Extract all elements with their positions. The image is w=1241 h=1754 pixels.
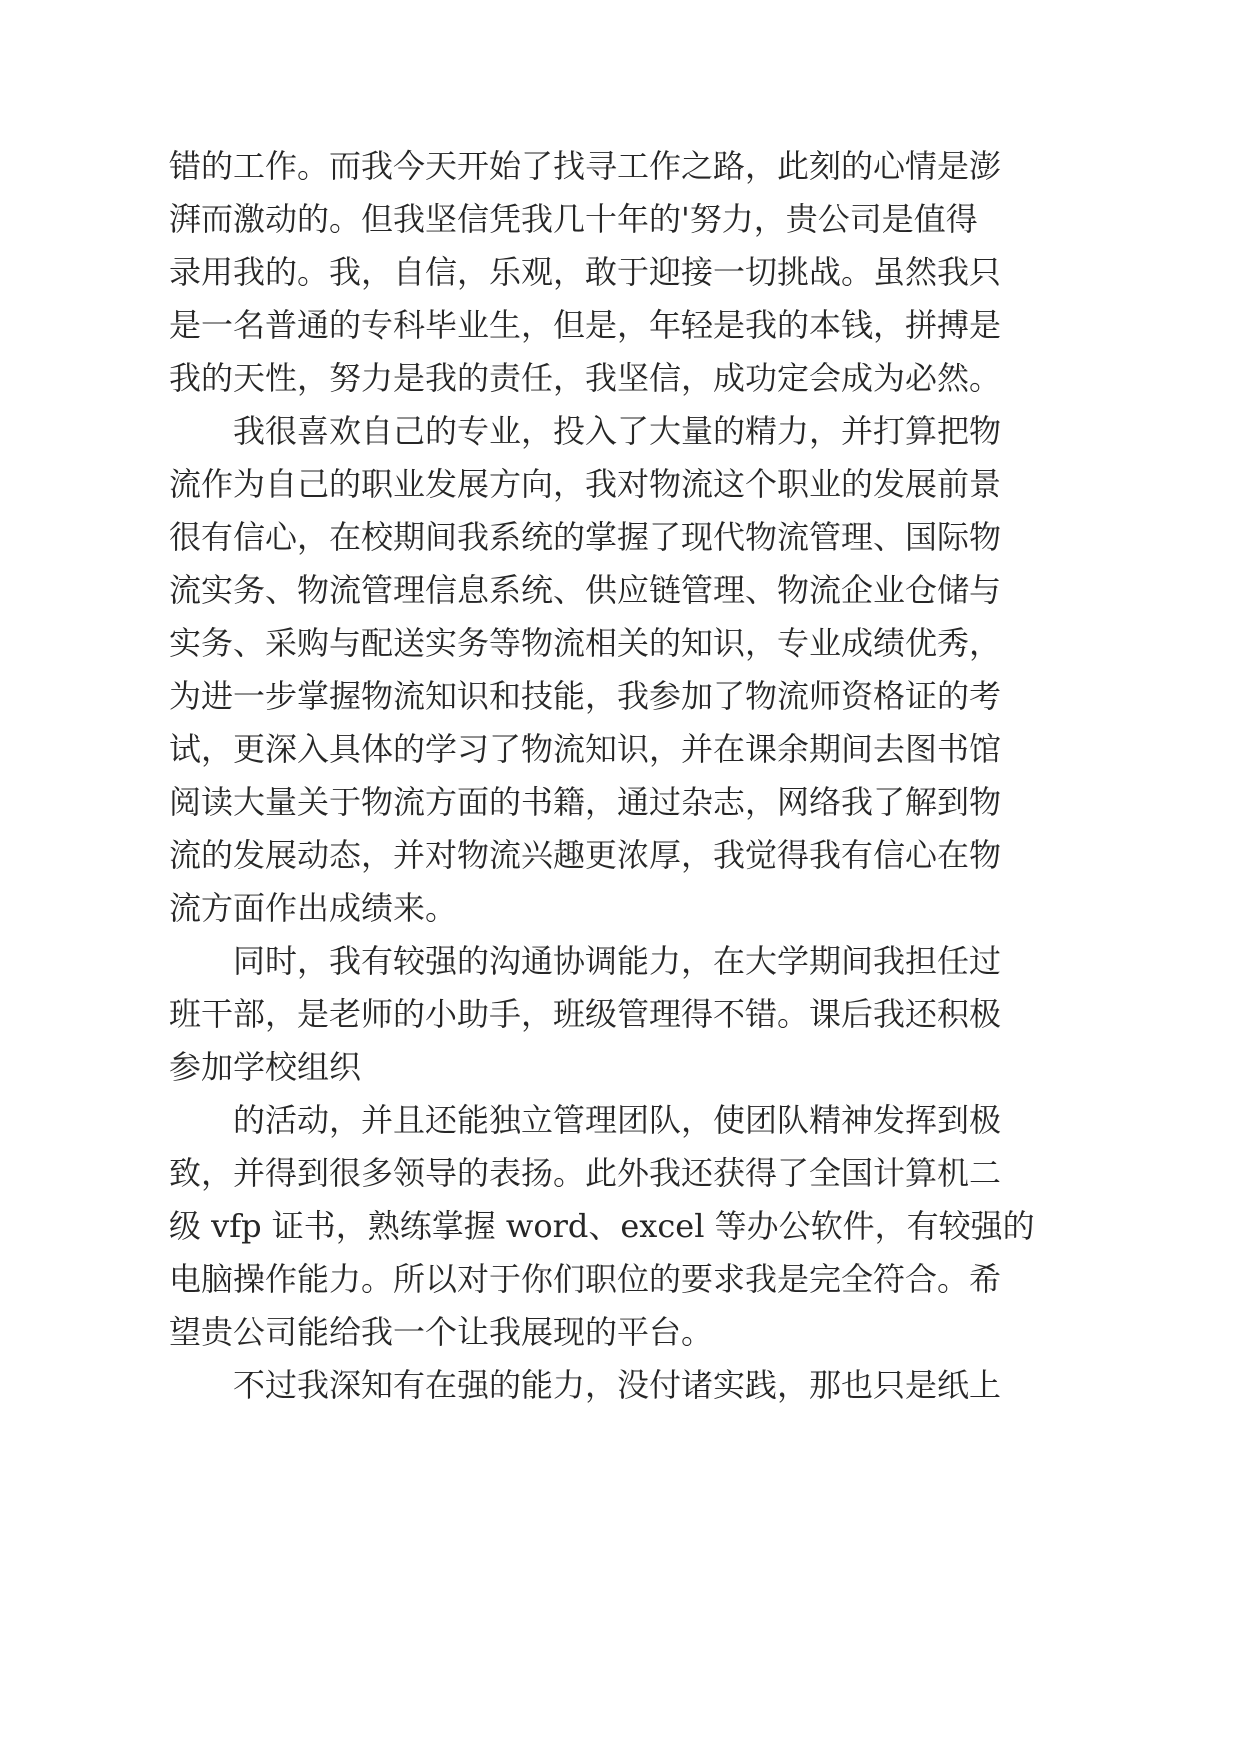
text-line: 实务、采购与配送实务等物流相关的知识，专业成绩优秀， [169,624,1002,662]
text-line: 的活动，并且还能独立管理团队，使团队精神发挥到极 [233,1101,1002,1139]
paragraph [169,1094,1035,1359]
text-line: 是一名普通的专科毕业生，但是，年轻是我的本钱，拼搏是 [169,306,1002,344]
text-line: 级 vfp 证书，熟练掌握 word、excel 等办公软件，有较强的 [169,1207,1035,1245]
text-line: 试，更深入具体的学习了物流知识，并在课余期间去图书馆 [169,730,1002,768]
text-line: 阅读大量关于物流方面的书籍，通过杂志，网络我了解到物 [169,783,1002,821]
text-line: 流作为自己的职业发展方向，我对物流这个职业的发展前景 [169,465,1002,503]
text-line: 望贵公司能给我一个让我展现的平台。 [169,1313,714,1351]
paragraph [169,935,1002,1094]
text-line: 不过我深知有在强的能力，没付诸实践，那也只是纸上 [233,1366,1002,1404]
paragraph [169,1359,1002,1412]
text-line: 流方面作出成绩来。 [169,889,458,927]
text-line: 我很喜欢自己的专业，投入了大量的精力，并打算把物 [233,412,1002,450]
text-line: 致，并得到很多领导的表扬。此外我还获得了全国计算机二 [169,1154,1002,1192]
text-line: 班干部，是老师的小助手，班级管理得不错。课后我还积极 [169,995,1002,1033]
paragraph [169,140,1002,405]
text-line: 我的天性，努力是我的责任，我坚信，成功定会成为必然。 [169,359,1002,397]
text-line: 很有信心，在校期间我系统的掌握了现代物流管理、国际物 [169,518,1002,556]
text-line: 错的工作。而我今天开始了找寻工作之路，此刻的心情是澎 [169,147,1002,185]
text-line: 湃而激动的。但我坚信凭我几十年的'努力，贵公司是值得 [169,200,978,238]
text-line: 参加学校组织 [169,1048,362,1086]
paragraph [169,405,1002,935]
text-line: 为进一步掌握物流知识和技能，我参加了物流师资格证的考 [169,677,1002,715]
text-line: 流实务、物流管理信息系统、供应链管理、物流企业仓储与 [169,571,1002,609]
text-line: 电脑操作能力。所以对于你们职位的要求我是完全符合。希 [169,1260,1002,1298]
text-line: 流的发展动态，并对物流兴趣更浓厚，我觉得我有信心在物 [169,836,1002,874]
text-line: 同时，我有较强的沟通协调能力，在大学期间我担任过 [233,942,1002,980]
text-line: 录用我的。我，自信，乐观，敢于迎接一切挑战。虽然我只 [169,253,1002,291]
body-text [169,140,1035,1412]
